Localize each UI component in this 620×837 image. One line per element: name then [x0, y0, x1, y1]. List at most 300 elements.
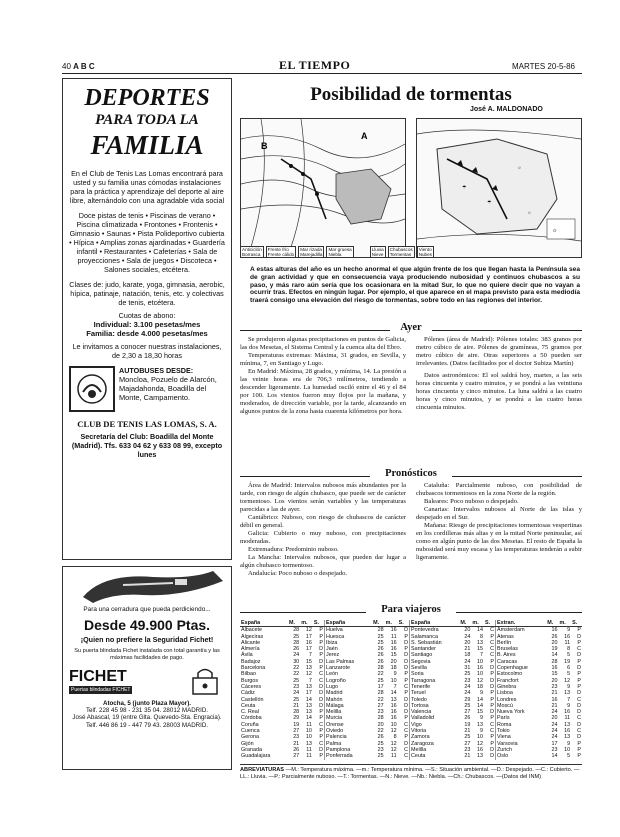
temp-cell: 6: [567, 665, 571, 672]
temp-cell: 14: [390, 690, 397, 697]
ayer-para: Temperaturas extremas: Máxima, 31 grados, en Sevilla, y mínima, 7, en Santiago y Lugo.: [240, 352, 406, 367]
abbreviations-text: —M.: Temperatura máxima. —m.: Temperatura mínima. —S.: Situación ambiental. —D.: Despejado. —C.: Cubierto. —LL.: Lluvia. —P.: Parcialmente nuboso. —T.: Tormentas. —N.: Nieve. —Nb.: Niebla. —Ch.: Chubascos. —(Datos del INM): [240, 767, 580, 780]
city-cell: Albacete: [241, 627, 262, 634]
fichet-price: Desde 49.900 Ptas.: [83, 617, 211, 633]
weather-table-abroad: Extran. M. m. S. Amsterdam 16 9 P Atenas 26 16 D Berlín 20 11 P Bruselas 19 8 C B. Aires 14 5 D Caracas 28 19 P Copenhague 16 6 D Estocolmo 15 5 P Francfort 20 12 P Ginebra 23 9 P Lisboa 21 13 D Londres 16 7 C Moscú 21 9 D Nueva York 24 16 D París 20 11 C Roma 24 13 D Tokio 24 16 C Viena 24 13 D Varsovia 17 9 P Zurich 23 10 P Oslo 14 5 P: [497, 620, 581, 760]
temp-cell: 12: [476, 677, 483, 684]
temp-cell: 10: [390, 721, 397, 728]
city-cell: Melilla: [326, 709, 342, 716]
city-cell: Lugo: [326, 683, 338, 690]
temp-cell: 26: [293, 646, 300, 653]
temp-cell: 28: [377, 627, 384, 634]
city-cell: Pamplona: [326, 746, 351, 753]
city-cell: Coruña: [241, 721, 259, 728]
sky-cell: D: [404, 665, 408, 672]
header-rule: [62, 73, 582, 74]
table-row: [325, 753, 410, 759]
temp-cell: 20: [390, 658, 397, 665]
section-title: EL TIEMPO: [279, 58, 351, 72]
ayer-para: Se produjeron algunas precipitaciones en puntos de Galicia, las dos Mesetas, el Sistema Central y la cuenca alta del Ebro.: [240, 336, 406, 351]
temp-cell: 16: [564, 709, 571, 716]
ad-fees-label: Cuotas de abono:: [118, 311, 176, 320]
temp-cell: 13: [476, 721, 483, 728]
section-pronosticos: Pronósticos: [385, 468, 437, 479]
weather-map-forecast: [416, 118, 582, 258]
temp-cell: 26: [293, 746, 300, 753]
club-logo: [69, 366, 115, 412]
temp-cell: 23: [377, 746, 384, 753]
temp-cell: 25: [377, 740, 384, 747]
prono-para: Mañana: Riesgo de precipitaciones tormentosas vespertinas en los cordilleras más altas y en la mitad Norte peninsular, así como en algún punto de las dos Mesetas. El resto de España la nubosidad será muy escasa y las temperaturas tenderán a subir ligeramente.: [416, 522, 582, 561]
temp-cell: 9: [479, 715, 483, 722]
sky-cell: P: [319, 633, 323, 640]
temp-cell: 16: [551, 696, 558, 703]
weather-map-yesterday: [240, 118, 406, 258]
temp-cell: 17: [305, 690, 312, 697]
svg-text:☼: ☼: [527, 210, 532, 216]
temp-cell: 29: [464, 696, 471, 703]
legend-fronts: Frente frío Frente cálido: [267, 247, 295, 257]
temp-cell: 18: [464, 652, 471, 659]
temp-cell: 5: [567, 671, 571, 678]
city-cell: Santander: [411, 646, 436, 653]
temp-cell: 25: [464, 671, 471, 678]
temp-cell: 20: [551, 639, 558, 646]
temp-cell: 12: [564, 677, 571, 684]
temp-cell: 7: [567, 696, 571, 703]
ad-classes: Clases de: judo, karate, yoga, gimnasia, aerobic, hípica, patinaje, natación, tenis, etc. y colectivas de tenis, etcétera.: [69, 280, 225, 307]
sky-cell: D: [577, 690, 581, 697]
city-cell: Salamanca: [411, 633, 438, 640]
temp-cell: 28: [293, 627, 300, 634]
city-cell: Burgos: [241, 677, 259, 684]
temp-cell: 10: [476, 734, 483, 741]
city-cell: Pontevedra: [411, 627, 439, 634]
temp-cell: 13: [390, 696, 397, 703]
temp-cell: 12: [390, 740, 397, 747]
svg-text:☼: ☼: [517, 165, 522, 171]
city-cell: Cuenca: [241, 728, 260, 735]
temp-cell: 28: [551, 658, 558, 665]
city-cell: Lisboa: [497, 690, 513, 697]
legend-sea-fog: Mar gruesa Niebla: [328, 247, 352, 257]
temp-cell: 21: [293, 702, 300, 709]
sky-cell: P: [404, 715, 408, 722]
temp-cell: 16: [390, 639, 397, 646]
svg-text:B: B: [261, 141, 268, 151]
sky-cell: D: [404, 658, 408, 665]
table-row: [325, 627, 410, 634]
weather-table-spain-1: España M. m. S. Albacete 28 12 P Algeciras 25 17 P Alicante 28 16 P Almería 26 17 D Ávila 24 7 P Badajoz 30 15 D Barcelona 22 13 P Bilbao 22 12 C Burgos 25 7 C Cáceres 23 13 D Cádiz 24 17 D Castellón 25 14 D Ceuta 21 13 D C. Real 28 13 P Córdoba 29 14 P Coruña 19 11 C Cuenca 27 10 P Gerona 23 10 P Gijón 21 13 C Granada 26 11 D Guadalajara 27 11 P: [241, 620, 323, 760]
temp-cell: 17: [305, 633, 312, 640]
ad-club-name: CLUB DE TENIS LAS LOMAS, S. A.: [77, 419, 217, 429]
sky-cell: P: [319, 715, 323, 722]
city-cell: Huesca: [326, 633, 345, 640]
prono-para: Galicia: Cubierto o muy nuboso, con precipitaciones moderadas.: [240, 530, 406, 545]
prono-rule-right: [452, 476, 582, 477]
city-cell: Huelva: [326, 627, 343, 634]
city-cell: Cádiz: [241, 690, 255, 697]
temp-cell: 21: [464, 728, 471, 735]
prono-rule-left: [240, 476, 370, 477]
article-lead: A estas alturas del año es un hecho anormal el que algún frente de los que llegan hasta la Península sea de gran actividad y que en consecuencia vaya produciendo nubosidad y continuos chubascos a su paso, y más raro aún sería que los ocasionara en la mitad Sur, lo que no quiere decir que no vayan a ocurrir tras. Efectos en ningún lugar. Por ejemplo, el que aparece en el mapa previsto para esta mediodía traerá consigo una elevación del riesgo de tormentas, sobre todo en las regiones del interior.: [250, 266, 580, 305]
city-cell: Zurich: [497, 746, 512, 753]
city-cell: Jerez: [326, 652, 340, 659]
temp-cell: 14: [476, 702, 483, 709]
sky-cell: P: [490, 702, 494, 709]
temp-cell: 24: [293, 652, 300, 659]
sky-cell: D: [490, 709, 494, 716]
temp-cell: 21: [293, 740, 300, 747]
temp-cell: 11: [306, 753, 312, 760]
temp-cell: 24: [464, 658, 471, 665]
temp-cell: 11: [391, 753, 397, 760]
temp-cell: 26: [377, 658, 384, 665]
city-cell: Gerona: [241, 734, 259, 741]
city-cell: Ginebra: [497, 683, 517, 690]
temp-cell: 19: [564, 658, 571, 665]
city-cell: Viena: [497, 734, 511, 741]
temp-cell: 8: [479, 633, 483, 640]
viajeros-rule-right: [456, 612, 582, 613]
temp-cell: 14: [551, 753, 558, 760]
sky-cell: P: [577, 627, 581, 634]
table-row: [410, 753, 496, 759]
temp-cell: 11: [564, 715, 571, 722]
temp-cell: 17: [305, 646, 312, 653]
temp-cell: 16: [390, 709, 397, 716]
sky-cell: C: [319, 671, 323, 678]
temp-cell: 21: [464, 753, 471, 760]
sky-cell: D: [490, 753, 494, 760]
table-row: [240, 753, 325, 759]
legend-rain: Lluvia Nieve: [371, 247, 384, 257]
prono-left-column: [240, 482, 406, 578]
sky-cell: D: [319, 658, 323, 665]
city-cell: Toledo: [411, 696, 427, 703]
temp-cell: 23: [293, 683, 300, 690]
city-cell: Palma: [326, 740, 342, 747]
sky-cell: C: [490, 639, 494, 646]
temp-cell: 23: [551, 746, 558, 753]
temp-cell: 13: [476, 753, 483, 760]
sky-cell: P: [490, 740, 494, 747]
temp-cell: 15: [390, 652, 397, 659]
temp-cell: 12: [390, 728, 397, 735]
city-cell: Santiago: [411, 652, 433, 659]
temp-cell: 23: [377, 709, 384, 716]
ad-title-sports: DEPORTES: [84, 85, 210, 111]
forecast-map-icon: [417, 119, 581, 247]
sky-cell: D: [577, 702, 581, 709]
city-cell: Castellón: [241, 696, 264, 703]
city-cell: Vigo: [411, 721, 422, 728]
temp-cell: 14: [476, 696, 483, 703]
sky-cell: D: [404, 702, 408, 709]
temp-cell: 11: [391, 633, 397, 640]
sky-cell: D: [319, 646, 323, 653]
weather-table-spain-3: España M. m. S. Pontevedra 20 14 C Salamanca 24 8 P S. Sebastián 20 13 C Santander 21 15 C Santiago 18 7 C Segovia 24 10 P Sevilla 31 16 D Soria 25 10 P Tarragona 23 12 D Tenerife 24 18 D Teruel 24 9 P Toledo 29 14 P Tortosa 25 14 P Valencia 27 15 D Valladolid 26 9 P Vigo 19 13 C Vitoria 21 9 C Zamora 25 10 P Zaragoza 27 12 P Melilla 23 16 D Ceuta 21 13 D: [411, 620, 494, 760]
sky-cell: P: [404, 690, 408, 697]
city-cell: Murcia: [326, 715, 343, 722]
temp-cell: 23: [464, 746, 471, 753]
fichet-logo: FICHET: [69, 667, 127, 685]
map-legend: [240, 246, 582, 258]
table-row: [410, 627, 496, 634]
temp-cell: 13: [305, 740, 312, 747]
temp-cell: 23: [464, 677, 471, 684]
lock-icon: [185, 666, 225, 696]
temp-cell: 16: [564, 633, 571, 640]
table-row: [496, 627, 582, 634]
temp-cell: 17: [551, 740, 558, 747]
ad-bus-routes: Moncloa, Pozuelo de Alarcón, Majadahonda, Boadilla del Monte, Campamento.: [119, 375, 217, 402]
city-cell: Sevilla: [411, 665, 427, 672]
sky-cell: P: [577, 671, 581, 678]
city-cell: Melilla: [411, 746, 427, 753]
temp-cell: 10: [305, 728, 312, 735]
temp-cell: 20: [377, 721, 384, 728]
city-cell: Francfort: [497, 677, 519, 684]
legend-showers: Chubascos Tormentas: [389, 247, 413, 257]
sky-cell: P: [577, 677, 581, 684]
city-cell: B. Aires: [497, 652, 516, 659]
temp-cell: 21: [551, 690, 558, 697]
sky-cell: P: [319, 734, 323, 741]
sky-cell: P: [577, 753, 581, 760]
legend-sea: Mar rizada Marejadilla: [300, 247, 323, 257]
prono-para: La Mancha: Intervalos nubosos, que pueden dar lugar a algún chubasco tormentoso.: [240, 554, 406, 569]
temp-cell: 28: [293, 639, 300, 646]
city-cell: Oviedo: [326, 728, 344, 735]
temp-cell: 20: [464, 627, 471, 634]
temp-cell: 9: [567, 702, 571, 709]
temp-cell: 21: [464, 646, 471, 653]
hand-key-illustration-icon: [63, 567, 231, 605]
prono-para: Cataluña: Parcialmente nuboso, con posibilidad de chubascos tormentosos en la zona Norte de la región.: [416, 482, 582, 497]
table-row: [240, 627, 325, 634]
fichet-logo-sub: Puertas blindadas FICHET: [71, 686, 131, 693]
city-cell: Ceuta: [241, 702, 256, 709]
travel-tables: [240, 620, 582, 760]
svg-text:☼: ☼: [552, 228, 558, 234]
temp-cell: 20: [551, 715, 558, 722]
sky-cell: P: [490, 715, 494, 722]
temp-cell: 5: [567, 652, 571, 659]
temp-cell: 11: [564, 639, 571, 646]
section-ayer: Ayer: [400, 322, 422, 333]
temp-cell: 22: [377, 671, 384, 678]
sky-cell: D: [404, 639, 408, 646]
temp-cell: 25: [293, 633, 300, 640]
city-cell: París: [497, 715, 510, 722]
temp-cell: 15: [305, 658, 312, 665]
city-cell: Moscú: [497, 702, 513, 709]
temp-cell: 16: [390, 715, 397, 722]
temp-cell: 26: [377, 646, 384, 653]
temp-cell: 16: [476, 746, 483, 753]
city-cell: Orense: [326, 721, 344, 728]
temp-cell: 10: [476, 671, 483, 678]
temp-cell: 14: [305, 696, 312, 703]
temp-cell: 11: [306, 721, 312, 728]
city-cell: Estocolmo: [497, 671, 523, 678]
temp-cell: 9: [567, 627, 571, 634]
sky-cell: D: [577, 721, 581, 728]
page-number: 40 A B C: [62, 62, 95, 71]
city-cell: Caracas: [497, 658, 518, 665]
sky-cell: D: [577, 652, 581, 659]
city-cell: Alicante: [241, 639, 261, 646]
temp-cell: 27: [293, 728, 300, 735]
city-cell: Vitoria: [411, 728, 427, 735]
city-cell: Nueva York: [497, 709, 525, 716]
city-cell: Zaragoza: [411, 740, 434, 747]
city-cell: Almería: [241, 646, 260, 653]
temp-cell: 24: [464, 633, 471, 640]
sky-cell: P: [490, 696, 494, 703]
temp-cell: 18: [390, 665, 397, 672]
prono-para: Cantábrico: Nuboso, con riesgo de chubascos de carácter débil en general.: [240, 514, 406, 529]
city-cell: Gijón: [241, 740, 254, 747]
temp-cell: 12: [390, 746, 397, 753]
ayer-right-column: [416, 336, 582, 412]
temp-cell: 12: [476, 740, 483, 747]
temp-cell: 25: [377, 753, 384, 760]
temp-cell: 5: [567, 753, 571, 760]
temp-cell: 24: [551, 709, 558, 716]
sky-cell: D: [577, 665, 581, 672]
sky-cell: C: [577, 646, 581, 653]
temp-cell: 25: [464, 702, 471, 709]
sky-cell: D: [404, 709, 408, 716]
sky-cell: P: [577, 658, 581, 665]
temp-cell: 7: [393, 683, 397, 690]
temp-cell: 16: [305, 639, 312, 646]
temp-cell: 23: [293, 734, 300, 741]
sky-cell: P: [404, 646, 408, 653]
ayer-rule-left: [240, 330, 390, 331]
city-cell: Varsovia: [497, 740, 518, 747]
temp-cell: 11: [306, 746, 312, 753]
isobar-map-icon: [241, 119, 405, 247]
temp-cell: 20: [464, 639, 471, 646]
sky-cell: D: [490, 683, 494, 690]
ad-fee-individual: Individual: 3.100 pesetas/mes: [93, 320, 201, 329]
temp-cell: 9: [479, 690, 483, 697]
temp-cell: 28: [377, 690, 384, 697]
legend-wind: Viento Nubes: [418, 247, 432, 257]
sky-cell: C: [404, 728, 408, 735]
sky-cell: P: [404, 677, 408, 684]
temp-cell: 25: [293, 677, 300, 684]
city-cell: Barcelona: [241, 665, 266, 672]
city-cell: Palencia: [326, 734, 347, 741]
sky-cell: P: [404, 633, 408, 640]
temp-cell: 16: [551, 627, 558, 634]
sky-cell: D: [577, 709, 581, 716]
sky-cell: D: [319, 746, 323, 753]
fichet-headline: Para una cerradura que pueda perdiciendo...: [83, 606, 211, 613]
ayer-rule-right: [432, 330, 582, 331]
temp-cell: 28: [377, 665, 384, 672]
temp-cell: 24: [551, 734, 558, 741]
temp-cell: 22: [293, 671, 300, 678]
ayer-para: Pólenes (área de Madrid): Pólenes totales: 383 granos por metro cúbico de aire. Pólenes de gramíneas, 75 gramos por metro cúbico de aire. Otras superiores a 50 pueden ser irrelevantes. (Datos facilitados por el doctor Subiza Martín): [416, 336, 582, 367]
sky-cell: D: [404, 696, 408, 703]
sky-cell: D: [577, 734, 581, 741]
ad-title-family: FAMILIA: [90, 130, 204, 160]
sky-cell: P: [490, 658, 494, 665]
abbreviations-label: ABREVIATURAS: [240, 767, 285, 773]
temp-cell: 9: [393, 671, 397, 678]
legend-anticyclone: Anticiclón Borrasca: [242, 247, 262, 257]
temp-cell: 24: [551, 721, 558, 728]
sky-cell: D: [319, 683, 323, 690]
prono-right-column: [416, 482, 582, 562]
sky-cell: P: [577, 639, 581, 646]
temp-cell: 14: [551, 652, 558, 659]
fichet-slogan: ¡Quien no prefiere la Seguridad Fichet!: [80, 635, 214, 644]
city-cell: Copenhague: [497, 665, 528, 672]
temp-cell: 23: [551, 683, 558, 690]
temp-cell: 9: [479, 728, 483, 735]
sky-cell: C: [490, 721, 494, 728]
city-cell: Tenerife: [411, 683, 431, 690]
temp-cell: 28: [293, 709, 300, 716]
ad-fee-family: Familia: desde 4.000 pesetas/mes: [86, 329, 208, 338]
city-cell: Amsterdam: [497, 627, 525, 634]
ad-bus-title: AUTOBUSES DESDE:: [119, 366, 194, 375]
temp-cell: 8: [393, 734, 397, 741]
city-cell: Oslo: [497, 753, 509, 760]
ad-facilities: Doce pistas de tenis • Piscinas de verano • Piscina climatizada • Frontones • Frontenis • Gimnasio • Saunas • Pista Polideportivo cubierta • Hípica • Amplias zonas ajardinadas • Guardería infantil • Restaurantes • Cafeterías • Sala de proyecciones • Sala de juegos • Discoteca • Salones sociales, etcétera.: [69, 211, 225, 274]
sky-cell: C: [319, 677, 323, 684]
sky-cell: P: [319, 652, 323, 659]
sky-cell: P: [319, 627, 323, 634]
city-cell: Bruselas: [497, 646, 518, 653]
city-cell: León: [326, 671, 338, 678]
temp-cell: 27: [464, 740, 471, 747]
temp-cell: 17: [377, 683, 384, 690]
city-cell: Tortosa: [411, 702, 429, 709]
sky-cell: P: [577, 740, 581, 747]
city-cell: Ceuta: [411, 753, 426, 760]
city-cell: Las Palmas: [326, 658, 355, 665]
sports-club-ad: [62, 78, 232, 560]
svg-text:☂: ☂: [462, 185, 467, 191]
article-headline: Posibilidad de tormentas: [310, 84, 512, 105]
sky-cell: P: [319, 728, 323, 735]
weather-table-spain-2: España M. m. S. Huelva 28 16 D Huesca 25 11 P Ibiza 25 16 D Jaén 26 16 P Jerez 26 15 D Las Palmas 26 20 D Lanzarote 28 18 D León 22 9 P Logroño 25 10 P Lugo 17 7 C Madrid 28 14 P Mahón 22 13 D Málaga 27 16 D Melilla 23 16 D Murcia 28 16 P Orense 20 10 C Oviedo 22 12 C Palencia 26 8 P Palma 25 12 D Pamplona 23 12 C Ponferrada 25 11 C: [326, 620, 408, 760]
temp-cell: 7: [308, 652, 312, 659]
temp-cell: 29: [293, 715, 300, 722]
temp-cell: 19: [551, 646, 558, 653]
city-cell: Córdoba: [241, 715, 262, 722]
temp-cell: 13: [564, 734, 571, 741]
sky-cell: C: [490, 728, 494, 735]
city-cell: Roma: [497, 721, 512, 728]
fichet-ad: [62, 566, 232, 770]
city-cell: Londres: [497, 696, 517, 703]
city-cell: Ávila: [241, 652, 253, 659]
abbreviations-note: [240, 764, 582, 780]
sky-cell: C: [577, 715, 581, 722]
sky-cell: P: [404, 734, 408, 741]
ad-club-address: Secretaría del Club: Boadilla del Monte (Madrid). Tfs. 633 04 62 y 633 08 99, excepto lunes: [71, 432, 223, 459]
temp-cell: 14: [476, 627, 483, 634]
city-cell: Valladolid: [411, 715, 434, 722]
